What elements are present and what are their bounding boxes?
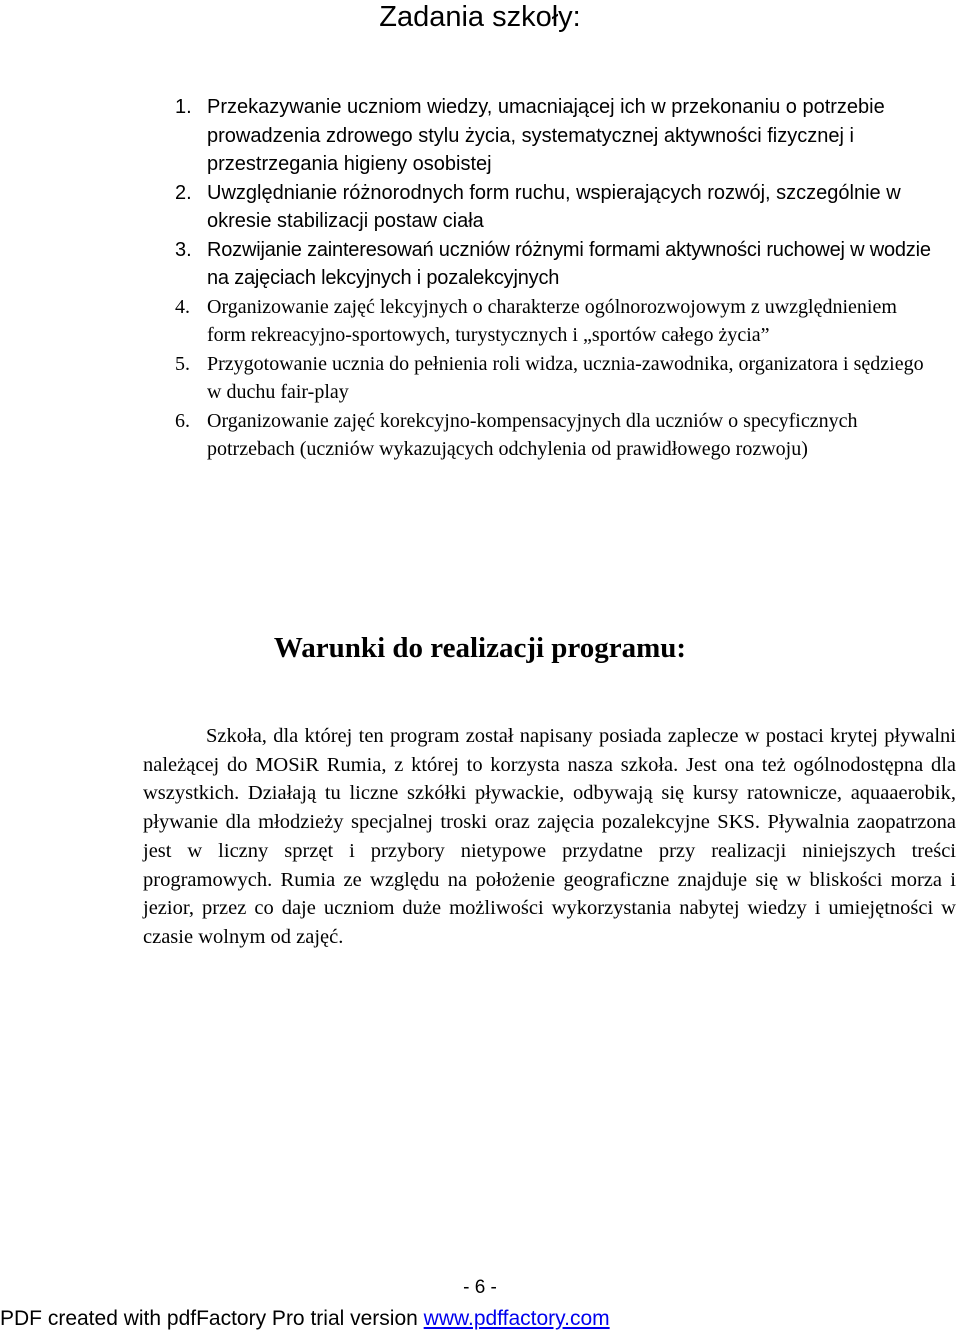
goal-text: Organizowanie zajęć korekcyjno-kompensacyjnych dla uczniów o specyficznych potrzebach (uczniów wykazujących odchylenia od prawidłowego rozwoju) [207,409,858,460]
goal-item [0,236,960,293]
footer-link[interactable]: www.pdffactory.com [423,1307,610,1330]
footer-text: PDF created with pdfFactory Pro trial version [0,1307,424,1330]
goal-number: 4. [175,295,190,318]
goal-number: 6. [175,409,190,432]
goal-item [0,407,960,464]
goal-item [0,179,960,236]
goal-text: Uwzględnianie różnorodnych form ruchu, wspierających rozwój, szczególnie w okresie stabilizacji postaw ciała [207,181,901,232]
goals-list [0,93,960,464]
pdf-footer [0,1306,960,1332]
goal-number: 5. [175,352,190,375]
heading-goals: Zadania szkoły: [379,1,581,33]
goal-text: Organizowanie zajęć lekcyjnych o charakterze ogólnorozwojowym z uwzględnieniem form rekreacyjno-sportowych, turystycznych i „sportów całego życia” [207,295,897,346]
goal-item [0,93,960,179]
conditions-paragraph: Szkoła, dla której ten program został napisany posiada zaplecze w postaci krytej pływalni należącej do MOSiR Rumia, z której to korzysta nasza szkoła. Jest ona też ogólnodostępna dla wszystkich. Działają tu liczne szkółki pływackie, odbywają się kursy ratownicze, aquaaerobik, pływanie dla młodzieży specjalnej troski oraz zajęcia pozalekcyjne SKS. Pływalnia zaopatrzona jest w liczny sprzęt i przybory nietypowe przydatne przy realizacji niniejszych treści programowych. Rumia ze względu na położenie geograficzne znajduje się w bliskości morza i jezior, przez co daje uczniom duże możliwości wykorzystania nabytej wiedzy i umiejętności w czasie wolnym od zajęć. [143,725,956,948]
goal-item [0,293,960,350]
heading-conditions: Warunki do realizacji programu: [273,632,687,664]
page-number: - 6 - [463,1277,497,1298]
goal-text: Przekazywanie uczniom wiedzy, umacniającej ich w przekonaniu o potrzebie prowadzenia zdrowego stylu życia, systematycznej aktywności fizycznej i przestrzegania higieny osobistej [207,96,885,175]
goal-number: 2. [175,181,192,204]
goal-number: 3. [175,238,192,261]
goal-item [0,350,960,407]
goal-text: Rozwijanie zainteresowań uczniów różnymi formami aktywności ruchowej w wodzie na zajęciach lekcyjnych i pozalekcyjnych [207,238,931,289]
goal-text: Przygotowanie ucznia do pełnienia roli widza, ucznia-zawodnika, organizatora i sędziego w duchu fair-play [207,352,924,403]
goal-number: 1. [175,96,192,118]
